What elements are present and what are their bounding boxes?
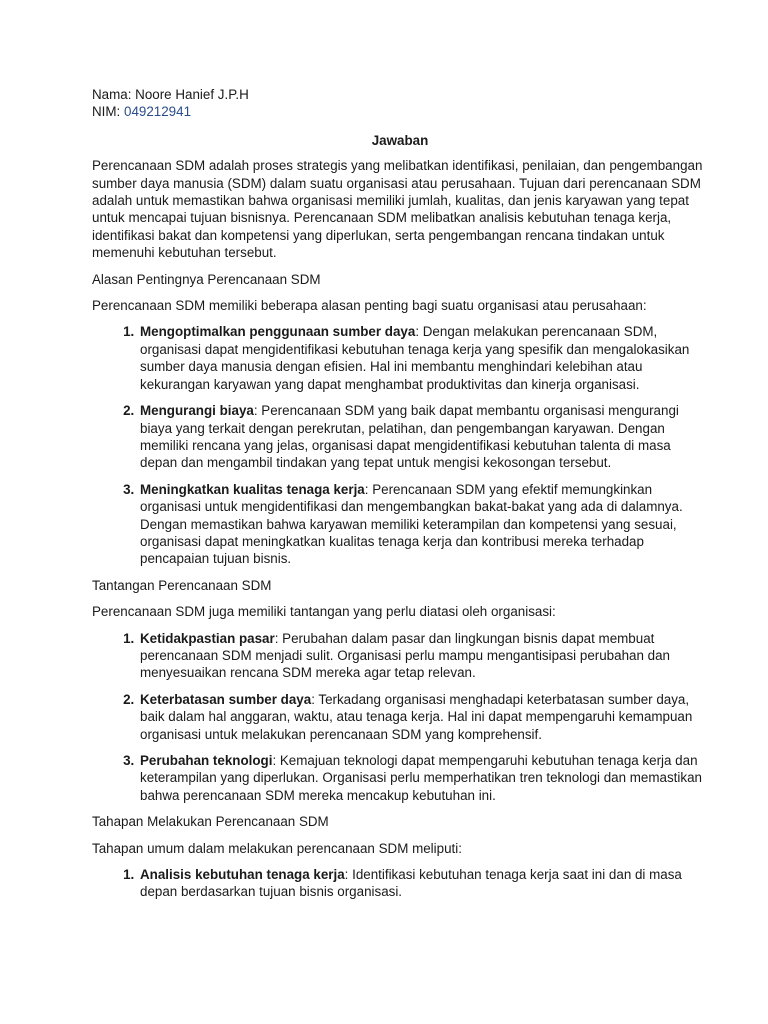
- section-lead: Perencanaan SDM juga memiliki tantangan yang perlu diatasi oleh organisasi:: [92, 604, 556, 620]
- document-title: Jawaban: [371, 132, 429, 148]
- list-item-text: : Perencanaan SDM yang baik dapat membantu organisasi mengurangi biaya yang terkait dengan perekrutan, pelatihan, dan pengembangan karyawan. Dengan memiliki rencana yang jelas, organisasi dapat mengidentifikasi kebutuhan talenta di masa depan dan mengambil tindakan yang tepat untuk mengisi kekosongan tersebut.: [140, 403, 679, 471]
- list-item-text: : Terkadang organisasi menghadapi keterbatasan sumber daya, baik dalam hal anggaran, waktu, atau tenaga kerja. Hal ini dapat mempengaruhi kemampuan organisasi untuk melakukan perencanaan SDM yang komprehensif.: [140, 691, 693, 742]
- section-heading: Alasan Pentingnya Perencanaan SDM: [92, 271, 321, 287]
- list-item-term: Ketidakpastian pasar: [140, 630, 275, 646]
- list-item-text: : Perencanaan SDM yang efektif memungkinkan organisasi untuk mengidentifikasi dan mengembangkan bakat-bakat yang ada di dalamnya. Dengan memastikan bahwa karyawan memiliki keterampilan dan kompetensi yang sesuai, organisasi dapat meningkatkan kualitas tenaga kerja dan kontribusi mereka terhadap pencapaian tujuan bisnis.: [140, 481, 683, 567]
- list-item-term: Mengurangi biaya: [140, 403, 254, 419]
- list-item: [138, 402, 708, 472]
- list-item-text: : Dengan melakukan perencanaan SDM, organisasi dapat mengidentifikasi kebutuhan tenaga kerja yang spesifik dan mengalokasikan sumber daya manusia dengan efisien. Hal ini membantu menghindari kelebihan atau kekurangan karyawan yang dapat menghambat produktivitas dan kinerja organisasi.: [140, 324, 690, 392]
- section-lead: Perencanaan SDM memiliki beberapa alasan penting bagi suatu organisasi atau perusahaan:: [92, 298, 647, 314]
- list-item-term: Analisis kebutuhan tenaga kerja: [140, 867, 345, 883]
- list-item: [138, 866, 708, 901]
- list-item: [138, 323, 708, 393]
- section-lead: Tahapan umum dalam melakukan perencanaan SDM meliputi:: [92, 840, 462, 856]
- numbered-list: [92, 323, 708, 567]
- section-heading: Tantangan Perencanaan SDM: [92, 577, 272, 593]
- nim-value: 049212941: [124, 104, 192, 120]
- numbered-list: [92, 866, 708, 901]
- student-nim: [92, 103, 708, 120]
- list-item-term: Meningkatkan kualitas tenaga kerja: [140, 481, 365, 497]
- list-item: [138, 752, 708, 804]
- list-item: [138, 481, 708, 568]
- intro-paragraph: Perencanaan SDM adalah proses strategis yang melibatkan identifikasi, penilaian, dan pengembangan sumber daya manusia (SDM) dalam suatu organisasi atau perusahaan. Tujuan dari perencanaan SDM adalah untuk memastikan bahwa organisasi memiliki jumlah, kualitas, dan jenis karyawan yang tepat untuk mencapai tujuan bisnisnya. Perencanaan SDM melibatkan analisis kebutuhan tenaga kerja, identifikasi bakat dan kompetensi yang diperlukan, serta pengembangan rencana tindakan untuk memenuhi kebutuhan tersebut.: [92, 158, 703, 261]
- nim-label: NIM:: [92, 104, 124, 120]
- list-item-term: Mengoptimalkan penggunaan sumber daya: [140, 324, 416, 340]
- numbered-list: [92, 630, 708, 805]
- section-heading: Tahapan Melakukan Perencanaan SDM: [92, 814, 329, 830]
- list-item: [138, 691, 708, 743]
- list-item: [138, 630, 708, 682]
- list-item-term: Perubahan teknologi: [140, 753, 273, 768]
- list-item-text: : Perubahan dalam pasar dan lingkungan bisnis dapat membuat perencanaan SDM menjadi sulit. Organisasi perlu mampu mengantisipasi perubahan dan menyesuaikan rencana SDM mereka agar tetap relevan.: [140, 630, 670, 681]
- list-item-text: : Identifikasi kebutuhan tenaga kerja saat ini dan di masa depan berdasarkan tujuan bisnis organisasi.: [140, 867, 682, 900]
- list-item-term: Keterbatasan sumber daya: [140, 691, 312, 707]
- student-name: Nama: Noore Hanief J.P.H: [92, 87, 249, 102]
- list-item-text: : Kemajuan teknologi dapat mempengaruhi kebutuhan tenaga kerja dan keterampilan yang diperlukan. Organisasi perlu memperhatikan tren teknologi dan memastikan bahwa perencanaan SDM mereka mencakup kebutuhan ini.: [140, 753, 702, 803]
